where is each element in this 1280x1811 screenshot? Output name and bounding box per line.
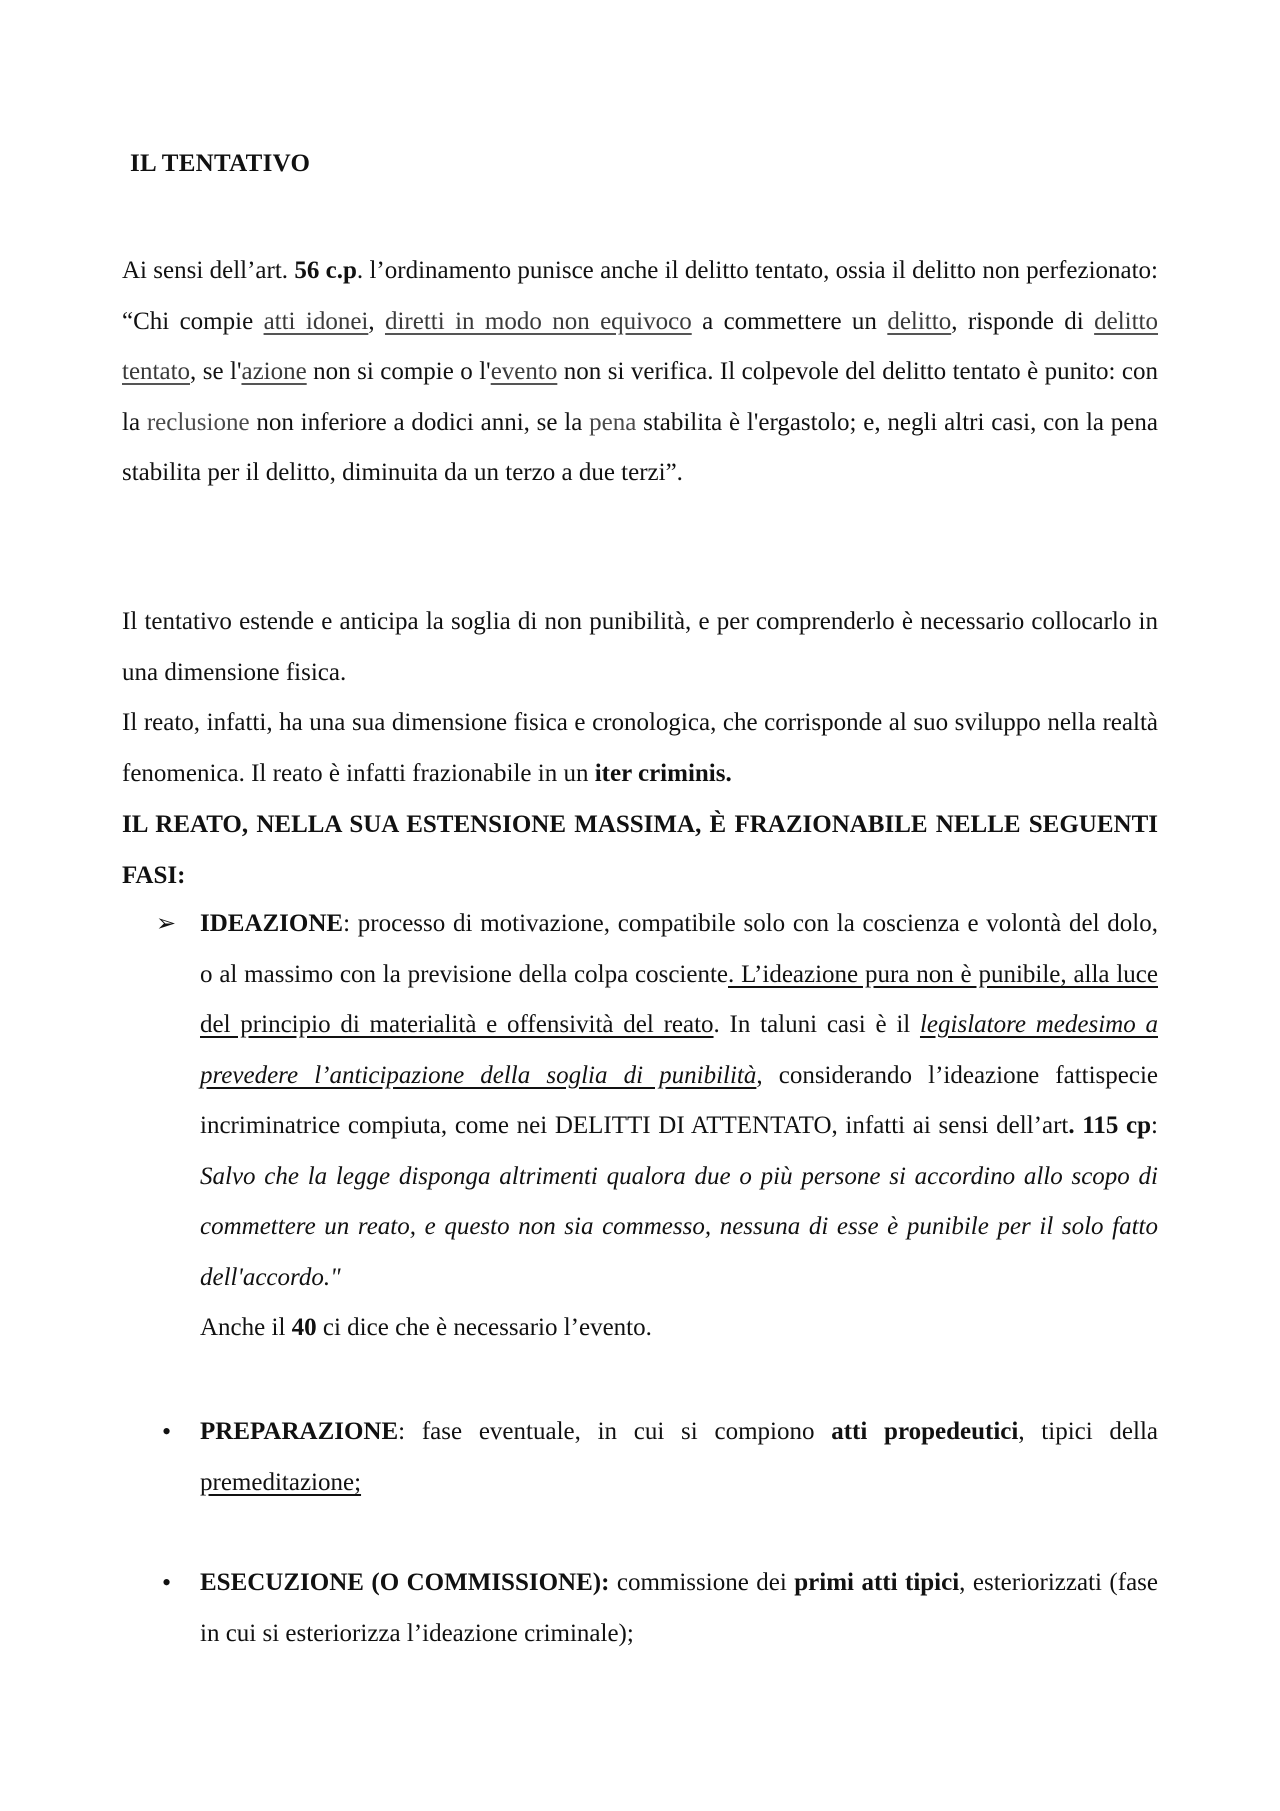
article-ref: 56 c.p [294,257,357,284]
link-evento[interactable]: evento [490,358,558,385]
link-delitto-tentato[interactable]: delitto tentato [122,307,1159,385]
text: : [1151,1112,1158,1139]
article-ref: 40 [291,1314,317,1341]
page-title: IL TENTATIVO [130,150,311,177]
term-reclusione[interactable]: reclusione [146,408,250,436]
paragraph-iter-criminis [122,597,1158,799]
text: Ai sensi dell’art. [122,257,295,284]
item-heading: IDEAZIONE [200,910,344,937]
text: a commettere un [691,307,888,335]
iter-criminis-term: iter criminis. [594,759,732,787]
text: , [368,307,385,335]
text: Il tentativo estende e anticipa la soglia di non punibilità, e per comprenderlo è necessario collocarlo in una dimensione fisica. [122,608,1158,686]
bullet-icon: • [162,1417,172,1446]
underlined-italic-text: legislatore medesimo a prevedere l’anticipazione della soglia di punibilità [200,1011,1158,1089]
text: commissione dei [609,1569,795,1596]
text: , se l' [190,358,242,385]
item-heading: ESECUZIONE (O COMMISSIONE): [200,1569,610,1596]
text: , considerando l’ideazione fattispecie incriminatrice compiuta, come nei DELITTI DI ATTENTATO, infatti ai sensi dell’art [200,1061,1158,1139]
item-heading: PREPARAZIONE [200,1418,399,1445]
text: non si verifica. Il colpevole del delitto tentato è punito: con la [122,358,1158,436]
text: , tipici della [1018,1418,1158,1445]
text: . In taluni casi è il [713,1011,920,1038]
text: : fase eventuale, in cui si compiono [398,1418,832,1445]
text: : processo di motivazione, compatibile solo con la coscienza e volontà del dolo, o al massimo con la previsione della colpa cosciente [200,910,1158,988]
text: Il reato, infatti, ha una sua dimensione fisica e cronologica, che corrisponde al suo sviluppo nella realtà fenomenica. Il reato è infatti frazionabile in un [122,709,1158,787]
term-pena[interactable]: pena [589,408,637,436]
paragraph-art-56 [122,246,1158,499]
text: ci dice che è necessario l’evento. [316,1314,652,1341]
link-atti-idonei[interactable]: atti idonei [263,307,369,335]
text: Anche il [200,1314,292,1341]
quoted-law: Salvo che la legge disponga altrimenti qualora due o più persone si accordino allo scopo di commettere un reato, e questo non sia commesso, nessuna di esse è punibile per il solo fatto dell'accordo." [200,1162,1158,1291]
arrow-bullet-icon: ➢ [156,911,177,937]
text: non inferiore a dodici anni, se la [249,408,590,436]
list-item-ideazione [156,899,1158,1354]
text: non si compie o l' [306,358,491,385]
text: , risponde di [951,307,1095,335]
link-delitto[interactable]: delitto [887,307,952,335]
link-diretti-modo[interactable]: diretti in modo non equivoco [384,307,692,335]
section-heading-fasi: IL REATO, NELLA SUA ESTENSIONE MASSIMA, È FRAZIONABILE NELLE SEGUENTI FASI: [122,811,1158,889]
list-item-preparazione [162,1407,1158,1508]
list-item-esecuzione [162,1558,1158,1659]
bold-term: atti propedeutici [831,1418,1019,1445]
bold-term: primi atti tipici [794,1569,960,1596]
text: . l’ordinamento punisce anche il delitto tentato, ossia il delitto non perfezionato: “Chi compie [122,257,1159,335]
underlined-text: premeditazione; [200,1468,362,1496]
article-ref: . 115 cp [1068,1112,1152,1139]
underlined-text: . L’ideazione pura non è punibile, alla luce del principio di materialità e offensività del reato [200,960,1158,1038]
bullet-icon: • [162,1568,172,1597]
text: stabilita è l'ergastolo; e, negli altri casi, con la pena stabilita per il delitto, diminuita da un terzo a due terzi”. [122,408,1158,486]
link-azione[interactable]: azione [241,358,307,385]
text: , esteriorizzati (fase in cui si esteriorizza l’ideazione criminale); [200,1569,1158,1647]
